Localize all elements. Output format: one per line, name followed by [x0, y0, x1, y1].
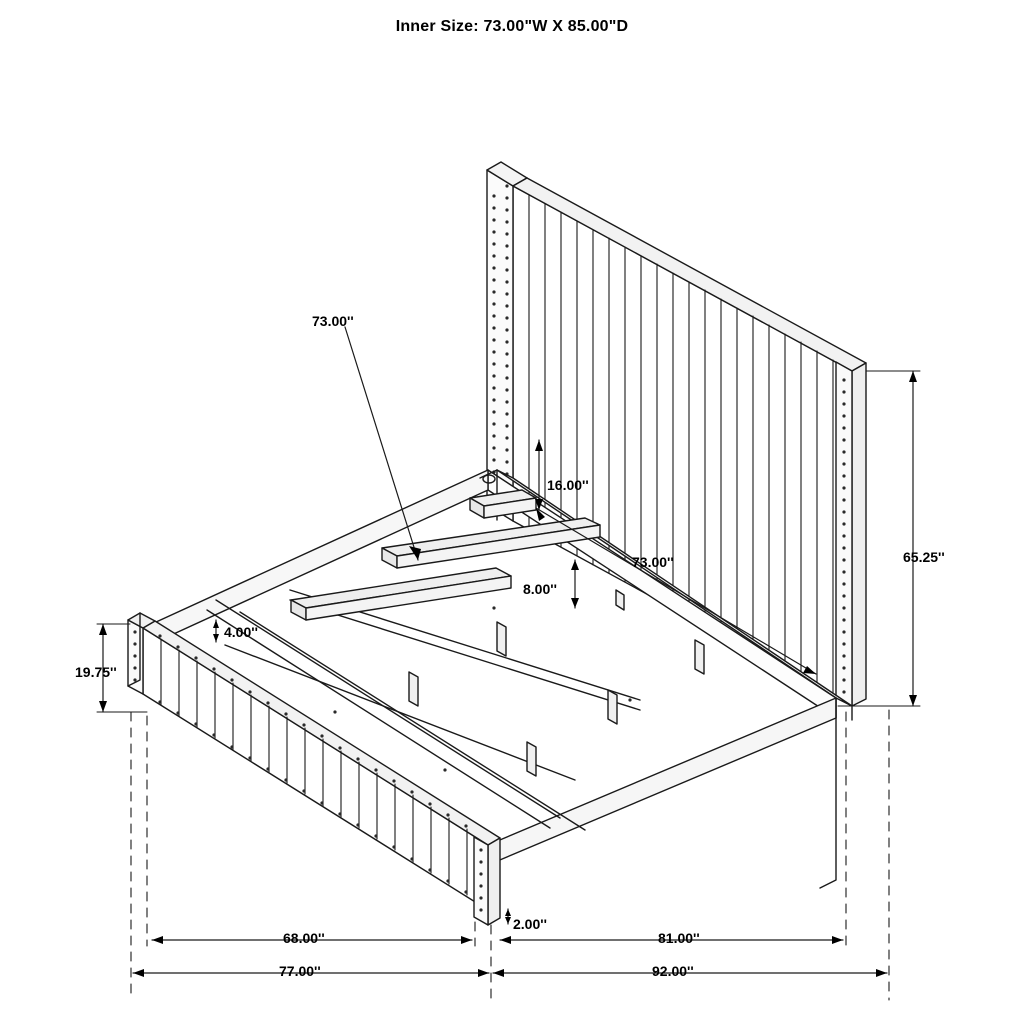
- headboard-group: [487, 162, 866, 706]
- dim-label-footboard-width: 68.00'': [283, 930, 325, 946]
- dim-label-center-support-height: 8.00'': [523, 581, 557, 597]
- dim-label-footboard-height: 19.75'': [75, 664, 117, 680]
- dim-label-inner-width: 73.00'': [632, 554, 674, 570]
- dim-label-side-rail-ledge: 4.00'': [224, 624, 258, 640]
- dim-label-slat-height-from-rail: 16.00'': [547, 477, 589, 493]
- page-title: Inner Size: 73.00"W X 85.00"D: [395, 18, 629, 35]
- dim-label-overall-width: 77.00'': [279, 963, 321, 979]
- dim-label-rail-length: 81.00'': [658, 930, 700, 946]
- dim-label-headboard-height: 65.25'': [903, 549, 945, 565]
- dim-label-overall-length: 92.00'': [652, 963, 694, 979]
- dim-label-leg-clearance: 2.00'': [513, 916, 547, 932]
- dim-label-headboard-width-callout: 73.00'': [312, 313, 354, 329]
